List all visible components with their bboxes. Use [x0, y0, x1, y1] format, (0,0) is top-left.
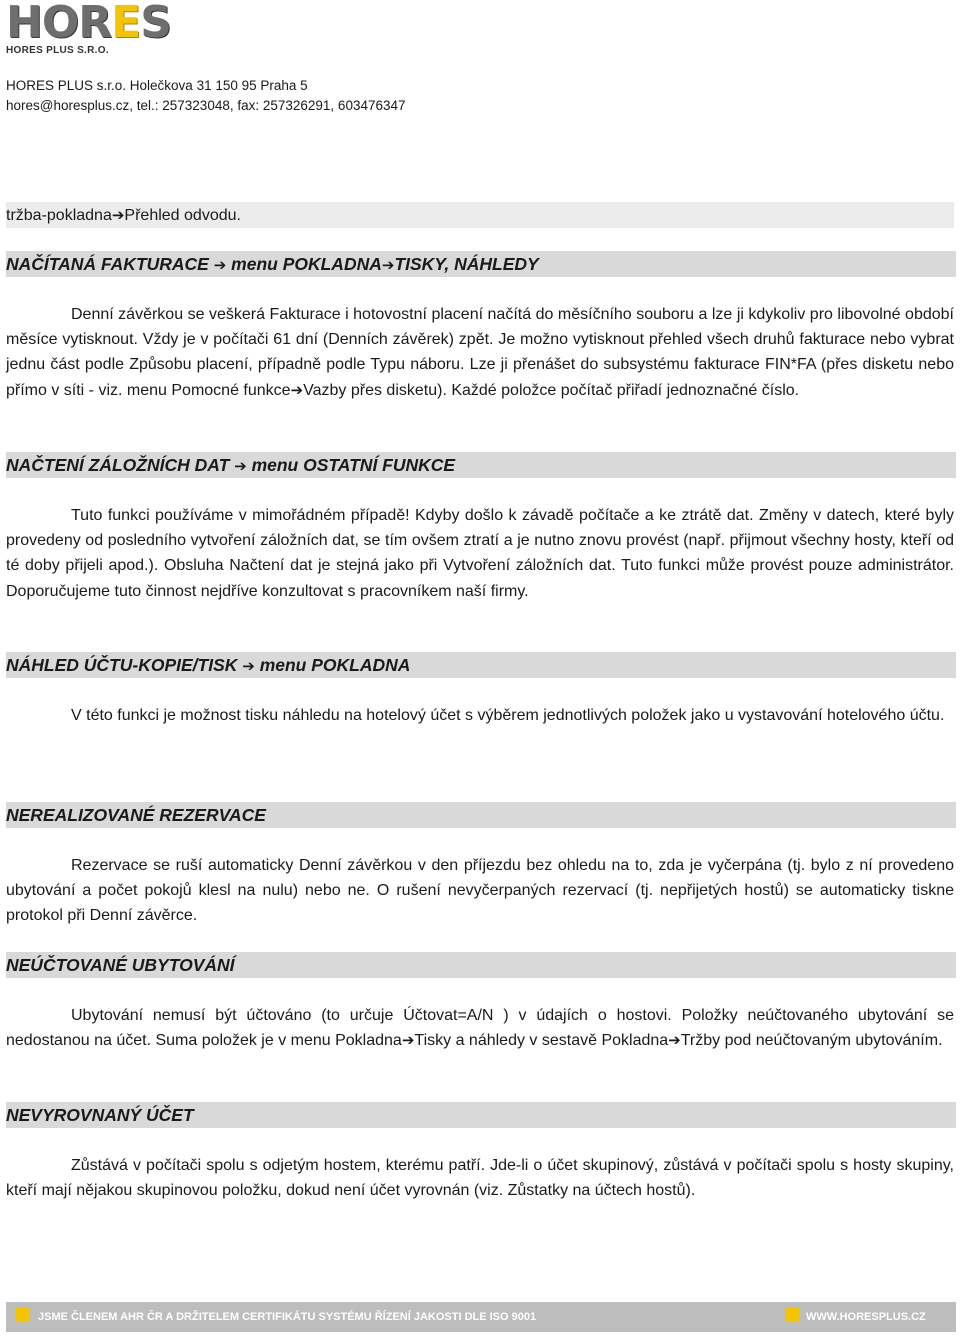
section-heading — [6, 802, 956, 828]
heading-text: NEVYROVNANÝ ÚČET — [6, 1105, 194, 1125]
logo-company-name: HORES PLUS S.R.O. — [6, 45, 109, 56]
arrow-icon: ➔ — [111, 206, 125, 224]
section-paragraph: Rezervace se ruší automaticky Denní závěrkou v den příjezdu bez ohledu na to, zda je vyčerpána (tj. bylo z ní provedeno ubytování a počet pokojů klesl na nulu) nebo ne. O rušení nevyčerpaných rezervací (tj. nepřijetých hostů) se automaticky tiskne protokol při Denní závěrce. — [6, 857, 954, 925]
arrow-icon: ➔ — [381, 256, 395, 274]
paragraph-text: Vazby přes disketu). Každé položce počítač přiřadí jednoznačné číslo. — [303, 381, 800, 399]
heading-text: NAČTENÍ ZÁLOŽNÍCH DAT — [6, 455, 235, 475]
arrow-icon: ➔ — [668, 1031, 681, 1050]
heading-text: menu POKLADNA — [226, 254, 382, 274]
paragraph-text: Ubytování nemusí být účtováno (to určuje Účtovat=A/N ) v údajích o hostovi. Položky neúčtovaného ubytování se nedostanou na účet. Suma položek je v menu Pokladna — [6, 1007, 954, 1050]
heading-text: NAČÍTANÁ FAKTURACE — [6, 254, 214, 274]
square-icon — [16, 1308, 29, 1321]
section-heading — [6, 1102, 956, 1128]
footer-certificate-text: JSME ČLENEM AHR ČR A DRŽITELEM CERTIFIKÁTU SYSTÉMU ŘÍZENÍ JAKOSTI DLE ISO 9001 — [38, 1311, 537, 1323]
contact-address: HORES PLUS s.r.o. Holečkova 31 150 95 Praha 5 — [6, 78, 308, 93]
heading-text: NEÚČTOVANÉ UBYTOVÁNÍ — [6, 955, 235, 975]
company-logo — [6, 0, 218, 58]
arrow-icon: ➔ — [234, 457, 247, 475]
arrow-icon: ➔ — [242, 657, 255, 675]
logo-letter: S — [140, 0, 171, 48]
logo-letter: R — [78, 0, 112, 48]
contact-phones: hores@horesplus.cz, tel.: 257323048, fax: 257326291, 603476347 — [6, 98, 406, 113]
square-icon — [786, 1308, 799, 1321]
arrow-icon: ➔ — [290, 380, 304, 399]
section-heading — [6, 952, 956, 978]
arrow-icon: ➔ — [213, 256, 227, 274]
heading-text: NÁHLED ÚČTU-KOPIE/TISK — [6, 655, 243, 675]
section-paragraph: Zůstává v počítači spolu s odjetým hostem, kterému patří. Jde-li o účet skupinový, zůstává v počítači spolu s hosty skupiny, kteří mají nějakou skupinovou položku, dokud není účet vyrovnán (viz. Zůstatky na účtech hostů). — [6, 1157, 954, 1200]
logo-wordmark — [6, 0, 218, 48]
logo-letter: E — [111, 0, 141, 48]
paragraph-text: Tisky a náhledy v sestavě Pokladna — [414, 1032, 669, 1050]
paragraph-text: Tržby pod neúčtovaným ubytováním. — [680, 1032, 943, 1050]
footer-bar — [6, 1302, 956, 1332]
section-heading — [6, 452, 956, 478]
breadcrumb — [6, 202, 954, 228]
arrow-icon: ➔ — [401, 1031, 415, 1050]
breadcrumb-part: Přehled odvodu. — [124, 207, 241, 224]
section-paragraph — [6, 302, 954, 403]
section-paragraph — [6, 1003, 954, 1053]
footer-website-link[interactable]: WWW.HORESPLUS.CZ — [806, 1311, 926, 1323]
logo-letter: H — [6, 0, 42, 48]
heading-text: menu POKLADNA — [254, 655, 411, 675]
section-heading — [6, 652, 956, 678]
paragraph-text: Denní závěrkou se veškerá Fakturace i hotovostní placení načítá do měsíčního souboru a lze ji kdykoliv pro libovolné období měsíce vytisknout. Vždy je v počítači 61 dní (Denních závěrek) zpět. Je možno vytisknout přehled všech druhů fakturace nebo vybrat jednu část podle Způsobu placení, případně podle Typu náboru. Lze ji přenášet do subsystému fakturace FIN*FA (přes disketu nebo přímo v síti - viz. menu Pomocné funkce — [6, 306, 954, 399]
section-heading — [6, 251, 956, 277]
heading-text: TISKY, NÁHLEDY — [394, 254, 539, 274]
heading-text: NEREALIZOVANÉ REZERVACE — [6, 805, 266, 825]
heading-text: menu OSTATNÍ FUNKCE — [246, 455, 456, 475]
breadcrumb-part: tržba-pokladna — [6, 207, 112, 224]
section-paragraph: Tuto funkci používáme v mimořádném případě! Kdyby došlo k závadě počítače a ke ztrátě dat. Změny v datech, které byly provedeny od posledního vytvoření záložních dat, se tím ovšem ztratí a je nutno znovu provést (např. přijmout všechny hosty, kteří od té doby přijeli apod.). Obsluha Načtení dat je stejná jako při Vytvoření záložních dat. Tuto funkci může provést pouze administrátor. Doporučujeme tuto činnost nejdříve konzultovat s pracovníkem naší firmy. — [6, 507, 954, 600]
logo-letter: O — [41, 0, 79, 48]
section-paragraph: V této funkci je možnost tisku náhledu na hotelový účet s výběrem jednotlivých položek jako u vystavování hotelového účtu. — [71, 707, 945, 724]
contact-block — [6, 76, 406, 116]
